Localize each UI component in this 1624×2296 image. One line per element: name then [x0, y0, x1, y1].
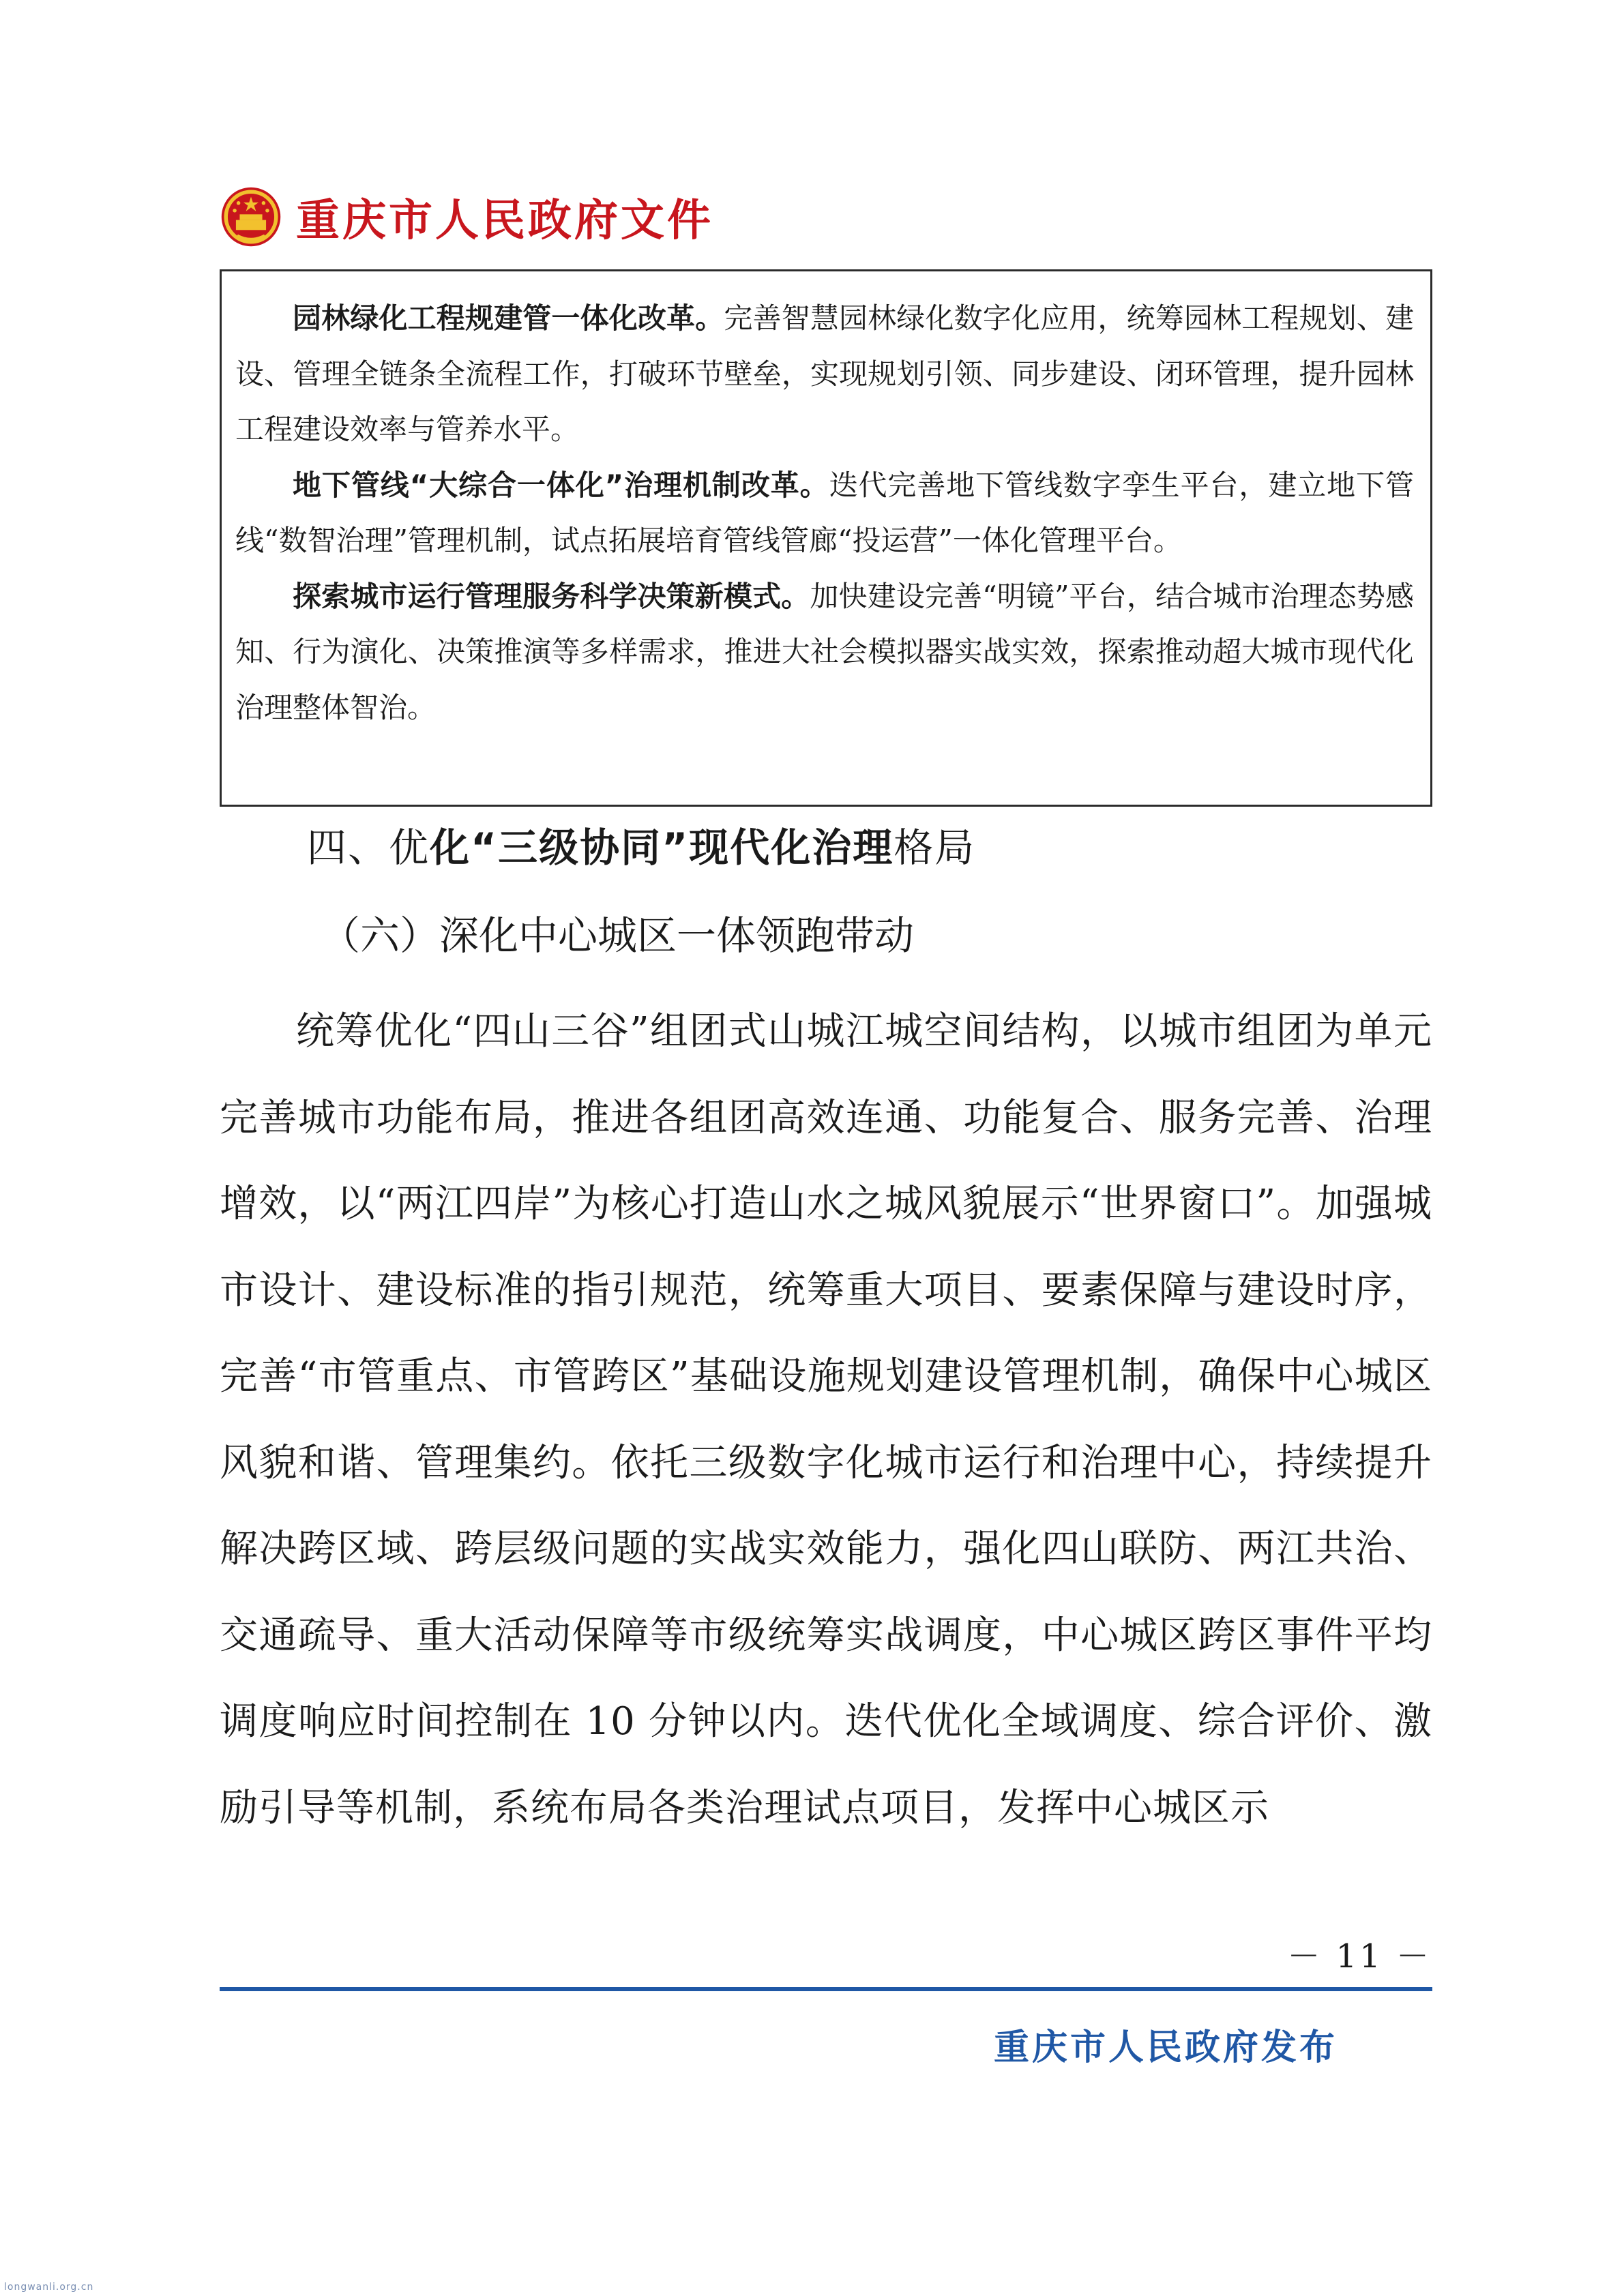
watermark: longwanli.org.cn [4, 2282, 94, 2293]
boxed-paragraph [235, 569, 1414, 736]
footer-title: 重庆市人民政府发布 [993, 2027, 1338, 2068]
boxed-paragraph-text: 完善智慧园林绿化数字化应用，统筹园林工程规划、建设、管理全链条全流程工作，打破环节壁垒，实现规划引领、同步建设、闭环管理，提升园林工程建设效率与管养水平。 [235, 301, 1414, 446]
page-number: － 11 － [1287, 1937, 1432, 1976]
footer-rule [220, 1987, 1432, 1991]
boxed-paragraph-lead: 地下管线“大综合一体化”治理机制改革。 [293, 468, 829, 502]
national-emblem-icon [220, 185, 282, 248]
section-heading-bold: 化“三级协同”现代化治理 [430, 824, 894, 871]
document-header [220, 183, 713, 251]
section-heading-prefix: 四、优 [307, 824, 430, 871]
boxed-paragraph-text: 加快建设完善“明镜”平台，结合城市治理态势感知、行为演化、决策推演等多样需求，推进大社会模拟器实战实效，探索推动超大城市现代化治理整体智治。 [235, 579, 1414, 724]
boxed-reform-list [220, 269, 1432, 807]
section-heading [307, 816, 975, 873]
header-title: 重庆市人民政府文件 [296, 196, 713, 246]
boxed-paragraph [235, 458, 1414, 569]
body-paragraph: 统筹优化“四山三谷”组团式山城江城空间结构，以城市组团为单元完善城市功能布局，推进各组团高效连通、功能复合、服务完善、治理增效，以“两江四岸”为核心打造山水之城风貌展示“世界窗口”。加强城市设计、建设标准的指引规范，统筹重大项目、要素保障与建设时序，完善“市管重点、市管跨区”基础设施规划建设管理机制，确保中心城区风貌和谐、管理集约。依托三级数字化城市运行和治理中心，持续提升解决跨区域、跨层级问题的实战实效能力，强化四山联防、两江共治、交通疏导、重大活动保障等市级统筹实战调度，中心城区跨区事件平均调度响应时间控制在 10 分钟以内。迭代优化全域调度、综合评价、激励引导等机制，系统布局各类治理试点项目，发挥中心城区示 [220, 1009, 1432, 1830]
boxed-paragraph [235, 290, 1414, 458]
subsection-heading: （六）深化中心城区一体领跑带动 [321, 912, 915, 959]
boxed-paragraph-text: 迭代完善地下管线数字孪生平台，建立地下管线“数智治理”管理机制，试点拓展培育管线管廊“投运营”一体化管理平台。 [235, 468, 1414, 557]
boxed-paragraph-lead: 园林绿化工程规建管一体化改革。 [293, 301, 724, 335]
section-heading-suffix: 格局 [894, 824, 976, 871]
boxed-paragraph-lead: 探索城市运行管理服务科学决策新模式。 [293, 579, 810, 613]
